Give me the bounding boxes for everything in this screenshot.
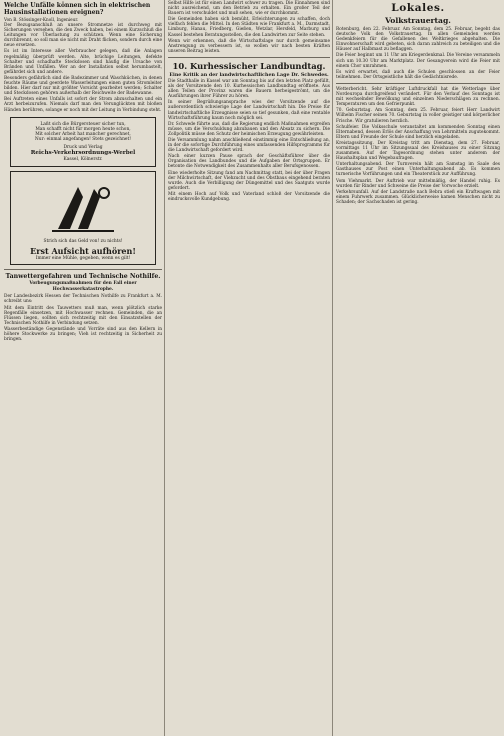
news-item: Unterhaltungsabend. Der Turnverein hält am Samstag im Saale des Gasthauses zur Post einen Unterhaltungsabend ab. Es kommen turnerische Vorführungen und ein Theaterstück zur Aufführung. [336, 162, 500, 178]
news-item: Verkehrsunfall. Auf der Landstraße nach Bebra stieß ein Kraftwagen mit einem Fuhrwerk zusammen. Glücklicherweise kamen Menschen nicht zu Schaden; der Sachschaden ist gering. [336, 189, 500, 205]
advertisement-box [10, 171, 156, 265]
news-item: Kreistagssitzung. Der Kreistag tritt am Dienstag, dem 27. Februar, vormittags 11 Uhr im Sitzungssaal des Kreishauses zu einer Sitzung zusammen. Auf der Tagesordnung stehen unter anderem der Haushaltsplan und Wegebaufragen. [336, 140, 500, 162]
paragraph: Besonders gefährlich sind die Badezimmer und Waschküchen, in denen feuchte Räume und geerdete Wasserleitungen einen guten Stromleiter bilden. Hier darf nur mit größter Vorsicht gearbeitet werden; Schalter und Steckdosen gehören außerhalb der Reichweite der Badewanne. [4, 75, 162, 97]
ad-verse-line: Laßt sich die Bürgersteuer sicher tun, [40, 121, 126, 127]
divider [336, 83, 500, 84]
ad-subtitle: Kassel, Kölnerstr. [63, 157, 103, 163]
column-rule [164, 0, 165, 736]
article-subheading: Eine Kritik an der landwirtschaftlichen Lage Dr. Schwedes. [169, 71, 329, 78]
ad-verse-line: Man schafft nicht für morgen heute schon, [35, 126, 131, 132]
paragraph: Mit einem Hoch auf Volk und Vaterland schloß der Vorsitzende die eindrucksvolle Kundgebung. [168, 191, 330, 202]
ad-verse-line: Mit solcher Arbeit hat mancher gerechnet, [35, 132, 131, 138]
divider [4, 269, 162, 270]
local-news-body [336, 87, 500, 205]
column-middle [168, 0, 330, 736]
paragraph: Rotenburg, den 22. Februar. Am Sonntag, dem 25. Februar, begeht das deutsche Volk den Volkstrauertag. In allen Gemeinden werden Gedenkfeiern für die Gefallenen des Weltkrieges abgehalten. Die Einwohnerschaft wird gebeten, sich daran zahlreich zu beteiligen und die Häuser auf Halbmast zu beflaggen. [336, 27, 500, 53]
column-right [336, 0, 500, 736]
ad-subtext: Immer eine Mühle, gegeben, wenn es gilt! [35, 255, 131, 261]
paragraph: Es wird erwartet, daß auch die Schulen geschlossen an der Feier teilnehmen. Der Ortsgeistliche hält die Gedächtnisrede. [336, 69, 500, 80]
paragraph: Die Versammlung nahm anschließend einstimmig eine Entschließung an, in der die sofortige Durchführung eines umfassenden Hilfsprogramms für die Landwirtschaft gefordert wird. [168, 137, 330, 154]
column-rule [332, 0, 333, 736]
paragraph: Bei Auftreten eines Unfalls ist sofort der Strom abzuschalten und ein Arzt herbeizurufen. Niemals darf man den Verunglückten mit bloßen Händen berühren, solange er noch mit der Leitung in Verbindung steht. [4, 97, 162, 113]
divider [168, 57, 330, 58]
article-byline: Von B. Stössinger-Knoll, Ingenieur. [4, 17, 79, 22]
ad-small-text: Druck und Verlag [63, 144, 103, 150]
news-item: 70. Geburtstag. Am Sonntag, dem 25. Februar, feiert Herr Landwirt Wilhelm Fischer seinen 70. Geburtstag in voller geistiger und körperlicher Frische. Wir gratulieren herzlich. [336, 108, 500, 124]
paragraph: Wasserbeständige Gegenstände und Vorräte sind aus den Kellern in höhere Stockwerke zu bringen; Vieh ist rechtzeitig in Sicherheit zu bringen. [4, 326, 162, 343]
article-heading: Volkstrauertag. [385, 16, 451, 25]
paragraph: Mit dem Eintritt des Tauwetters muß man, wenn plötzlich starke Regenfälle einsetzen, mit Hochwasser rechnen. Gemeinden, die an Flüssen liegen, sollten sich rechtzeitig mit den Einsatzstellen der Technischen Nothilfe in Verbindung setzen. [4, 305, 162, 326]
emblem-icon [48, 179, 118, 235]
article-body [4, 23, 162, 113]
paragraph: Die Feier beginnt um 11 Uhr am Kriegerdenkmal. Die Vereine versammeln sich um 10.30 Uhr am Marktplatz. Der Gesangverein wird die Feier mit einem Chor umrahmen. [336, 53, 500, 69]
news-item: Schulfeier. Die Volksschule veranstaltet am kommenden Sonntag einen Elternabend, dessen Erlös der Anschaffung von Lehrmitteln zugutekommt. Eltern und Freunde der Schule sind herzlich eingeladen. [336, 124, 500, 140]
article-heading: Welche Unfälle können sich in elektrischen Hausinstallationen ereignen? [4, 2, 151, 16]
article-body [168, 1, 330, 54]
advertisement-box [10, 117, 156, 168]
article-subheading: Vorbeugungsmaßnahmen für den Fall einer Hochwasserkatastrophe. [29, 281, 137, 293]
column-left [4, 0, 162, 736]
ad-caption: Strich sich das Geld von! zu nichts! [43, 239, 123, 245]
paragraph: Die Stadthalle in Kassel war am Sonntag bis auf den letzten Platz gefüllt, als der Vorsitzende den 10. Kurhessischen Landbundtag eröffnete. Aus allen Teilen der Provinz waren die Bauern herbeigeströmt, um die Ausführungen ihrer Führer zu hören. [168, 78, 330, 100]
paragraph: Wenn wir erkennen, daß die Wirtschaftslage nur durch gemeinsame Anstrengung zu verbessern ist, so wollen wir nach besten Kräften unseren Beitrag leisten. [168, 38, 330, 54]
ad-headline: Erst Aufsicht aufhören! [30, 245, 136, 256]
article-body [336, 27, 500, 80]
news-item: Wetterbericht. Sehr kräftiger Luftdruckfall hat die Wetterlage über Nordeuropa durchgreifend verändert. Für den Verlauf des Sonntags ist mit wechselnder Bewölkung und einzelnen Niederschlägen zu rechnen. Temperaturen um den Gefrierpunkt. [336, 86, 500, 108]
paragraph: Eine wiederholte Sitzung fand am Nachmittag statt, bei der über Fragen der Milchwirtschaft, der Viehzucht und des Obstbaus eingehend beraten wurde. Auch die Verbilligung der Düngemittel und des Saatguts wurde gefordert. [168, 170, 330, 191]
article-heading: 10. Kurhessischer Landbundtag. [172, 60, 326, 71]
paragraph: Dr. Schwede führte aus, daß die Regierung endlich Maßnahmen ergreifen müsse, um die Verschuldung abzubauen und den Absatz zu sichern. Die Zollpolitik müsse den Schutz der heimischen Erzeugung gewährleisten. [168, 121, 330, 137]
ad-title: Reichs-Verkehrsordnungs-Werbel [30, 150, 136, 157]
article-body [168, 79, 330, 202]
paragraph: Der Landesbezirk Hessen der Technischen Nothilfe zu Frankfurt a. M. schreibt uns: [4, 294, 162, 305]
article-heading: Tanwettergefahren und Technische Nothilfe. [5, 272, 161, 280]
news-item: Vom Viehmarkt. Der Auftrieb war mittelmäßig, der Handel ruhig. Es wurden für Rinder und Schweine die Preise der Vorwoche erzielt. [336, 178, 500, 189]
paragraph: Es ist im Interesse aller Verbraucher gelegen, daß die Anlagen regelmäßig überprüft werden. Alte, brüchige Leitungen, defekte Schalter und schadhafte Steckdosen sind häufig die Ursache von Bränden und Unfällen. Wer an der Installation selbst herumbastelt, gefährdet sich und andere. [4, 49, 162, 75]
paragraph: Nach einer kurzen Pause sprach der Geschäftsführer über die Organisation des Landbundes und die Aufgaben der Ortsgruppen. Er betonte die Notwendigkeit des Zusammenhalts aller Berufsgenossen. [168, 154, 330, 170]
paragraph: Der Bezugsanschluß an unsere Stromnetze ist durchweg mit Sicherungen versehen, die den Zweck haben, bei einem Kurzschluß die Leitungen vor Überlastung zu schützen. Wenn eine Sicherung durchbrennt, so soll man sie nicht mit Draht flicken, sondern durch eine neue ersetzen. [4, 23, 162, 49]
paragraph: In seiner Begrüßungsansprache wies der Vorsitzende auf die außerordentlich schwierige Lage der Landwirtschaft hin. Die Preise für landwirtschaftliche Erzeugnisse seien so tief gesunken, daß eine rentable Wirtschaftsführung kaum noch möglich sei. [168, 100, 330, 121]
ad-verse-line: Nur: einmal angefangen! Stets gezeichnet! [34, 137, 132, 143]
paragraph: Selbst Hilfe ist für einen Landwirt schwer zu tragen. Die Einnahmen sind nicht ausreichend, um den Betrieb zu erhalten. Ein großer Teil der Bauern ist verschuldet und muß sehen, wie er durchkommt. [168, 1, 330, 17]
article-body [4, 294, 162, 342]
paragraph: Die Gemeinden haben sich bemüht, Erleichterungen zu schaffen, doch vielfach fehlen die Mittel. In den Städten wie Frankfurt a. M., Darmstadt, Limburg, Hanau, Friedberg, Gießen, Wetzlar, Hersfeld, Marburg und Kassel bestehen Beratungsstellen, die den Landwirten zur Seite stehen. [168, 17, 330, 38]
section-heading: Lokales. [391, 2, 445, 14]
